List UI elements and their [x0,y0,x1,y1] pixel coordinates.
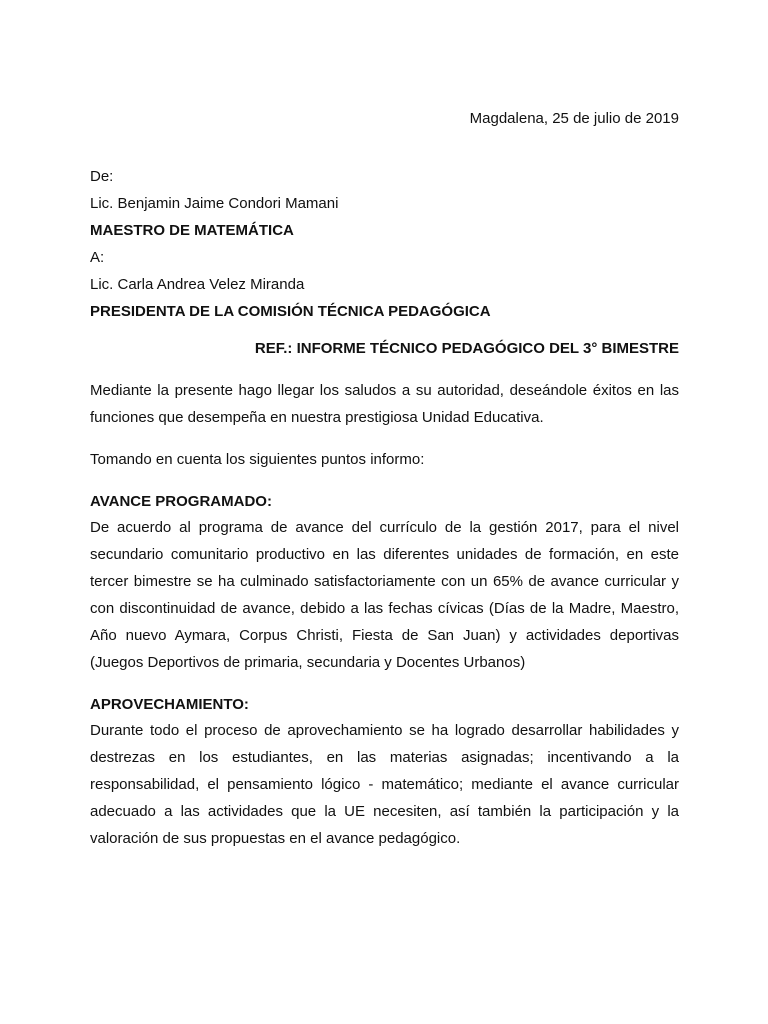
sender-name: Lic. Benjamin Jaime Condori Mamani [90,195,339,212]
reference-line: REF.: INFORME TÉCNICO PEDAGÓGICO DEL 3° BIMESTRE [254,340,679,357]
section-heading-aprovechamiento: APROVECHAMIENTO: [90,696,249,713]
from-label: De: [90,168,114,185]
recipient-title: PRESIDENTA DE LA COMISIÓN TÉCNICA PEDAGÓGICA [90,303,491,320]
letter-date: Magdalena, 25 de julio de 2019 [469,110,679,127]
letter-page [90,0,679,1024]
sender-title: MAESTRO DE MATEMÁTICA [90,222,294,239]
section-heading-avance: AVANCE PROGRAMADO: [90,493,272,510]
lead-in-paragraph: Tomando en cuenta los siguientes puntos informo: [90,451,425,468]
section-body-avance: De acuerdo al programa de avance del currículo de la gestión 2017, para el nivel secundario comunitario productivo en las diferentes unidades de formación, en este tercer bimestre se ha culminado satisfactoriamente con un 65% de avance curricular y con discontinuidad de avance, debido a las fechas cívicas (Días de la Madre, Maestro, Año nuevo Aymara, Corpus Christi, Fiesta de San Juan) y actividades deportivas (Juegos Deportivos de primaria, secundaria y Docentes Urbanos) [90,519,679,671]
recipient-name: Lic. Carla Andrea Velez Miranda [90,276,305,293]
to-label: A: [90,249,105,266]
section-body-aprovechamiento: Durante todo el proceso de aprovechamiento se ha logrado desarrollar habilidades y destrezas en los estudiantes, en las materias asignadas; incentivando a la responsabilidad, el pensamiento lógico - matemático; mediante el avance curricular adecuado a las actividades que la UE necesiten, así también la participación y la valoración de sus propuestas en el avance pedagógico. [90,722,679,847]
intro-paragraph: Mediante la presente hago llegar los saludos a su autoridad, deseándole éxitos en las funciones que desempeña en nuestra prestigiosa Unidad Educativa. [90,382,679,426]
sender-recipient-block [90,163,679,325]
